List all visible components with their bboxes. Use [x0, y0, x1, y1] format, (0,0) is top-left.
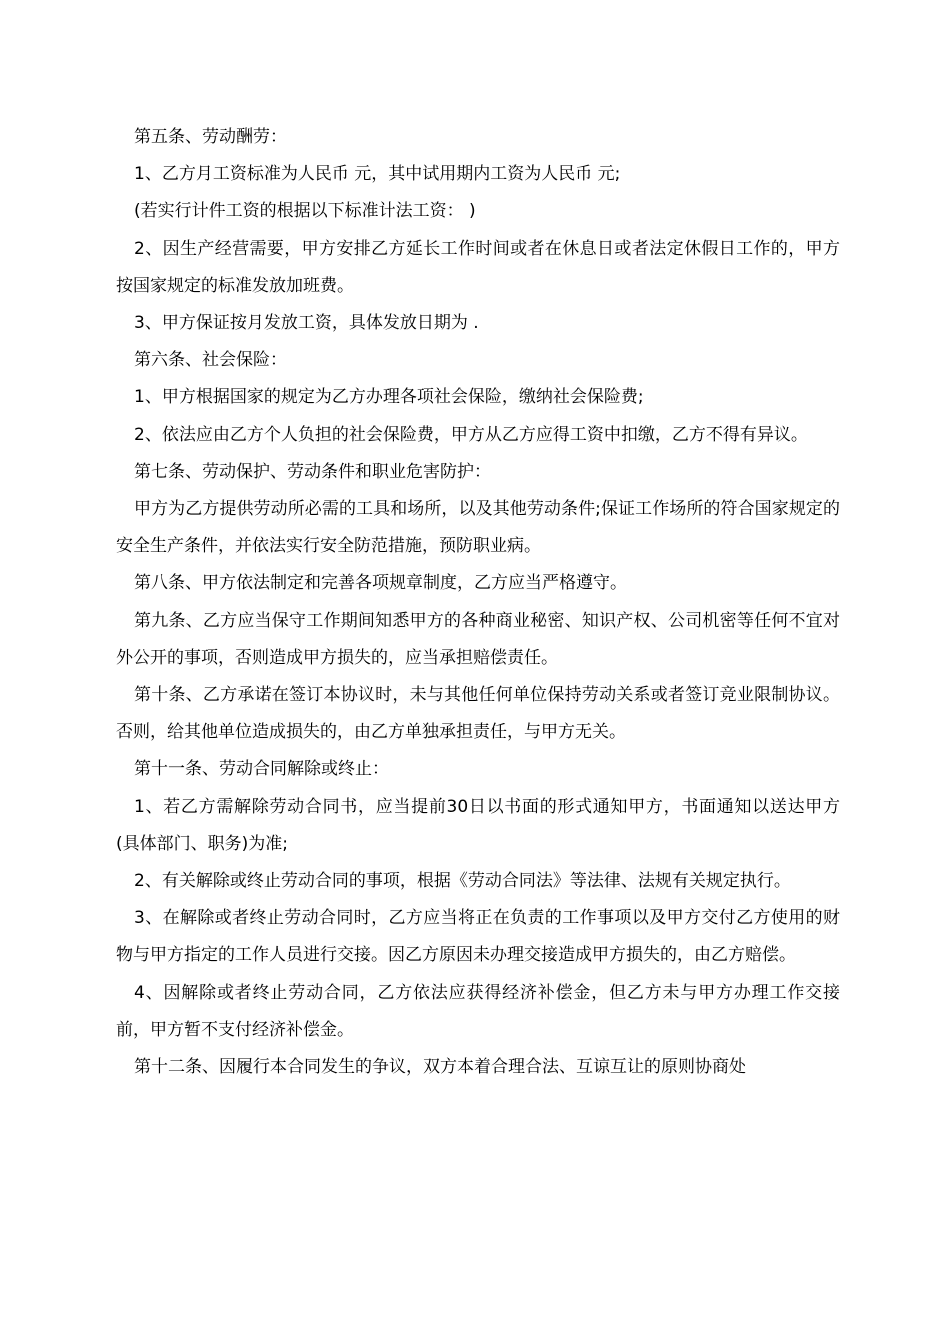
article-9: 第九条、乙方应当保守工作期间知悉甲方的各种商业秘密、知识产权、公司机密等任何不宜对外公开的事项，否则造成甲方损失的，应当承担赔偿责任。: [116, 610, 840, 668]
article-11-clause-1: 1、若乙方需解除劳动合同书，应当提前30日以书面的形式通知甲方，书面通知以送达甲方 (具体部门、职务)为准;: [116, 796, 840, 854]
article-5-clause-3: 3、甲方保证按月发放工资，具体发放日期为 .: [134, 313, 479, 334]
article-5-clause-2: 2、因生产经营需要，甲方安排乙方延长工作时间或者在休息日或者法定休假日工作的，甲方按国家规定的标准发放加班费。: [116, 238, 840, 296]
article-11-heading: 第十一条、劳动合同解除或终止：: [134, 759, 389, 780]
article-11-clause-3: 3、在解除或者终止劳动合同时，乙方应当将正在负责的工作事项以及甲方交付乙方使用的财物与甲方指定的工作人员进行交接。因乙方原因未办理交接造成甲方损失的，由乙方赔偿。: [116, 908, 840, 966]
article-11-clause-2: 2、有关解除或终止劳动合同的事项，根据《劳动合同法》等法律、法规有关规定执行。: [134, 871, 791, 892]
contract-text-body: [116, 119, 840, 1086]
article-8: 第八条、甲方依法制定和完善各项规章制度，乙方应当严格遵守。: [134, 573, 627, 594]
article-6-heading: 第六条、社会保险：: [134, 350, 287, 371]
article-7-heading: 第七条、劳动保护、劳动条件和职业危害防护：: [134, 461, 491, 482]
article-6-clause-2: 2、依法应由乙方个人负担的社会保险费，甲方从乙方应得工资中扣缴，乙方不得有异议。: [134, 424, 808, 445]
article-11-clause-4: 4、因解除或者终止劳动合同，乙方依法应获得经济补偿金，但乙方未与甲方办理工作交接前，甲方暂不支付经济补偿金。: [116, 982, 840, 1040]
article-6-clause-1: 1、甲方根据国家的规定为乙方办理各项社会保险，缴纳社会保险费;: [134, 387, 644, 408]
article-5-piecework-note: (若实行计件工资的根据以下标准计法工资： ): [134, 201, 476, 222]
article-5-clause-1: 1、乙方月工资标准为人民币 元，其中试用期内工资为人民币 元;: [134, 164, 621, 185]
article-10: 第十条、乙方承诺在签订本协议时，未与其他任何单位保持劳动关系或者签订竞业限制协议。否则，给其他单位造成损失的，由乙方单独承担责任，与甲方无关。: [116, 685, 840, 743]
article-12: 第十二条、因履行本合同发生的争议，双方本着合理合法、互谅互让的原则协商处: [134, 1057, 746, 1078]
article-7-body: 甲方为乙方提供劳动所必需的工具和场所，以及其他劳动条件;保证工作场所的符合国家规定的安全生产条件，并依法实行安全防范措施，预防职业病。: [116, 499, 840, 557]
article-5-heading: 第五条、劳动酬劳：: [134, 127, 287, 147]
